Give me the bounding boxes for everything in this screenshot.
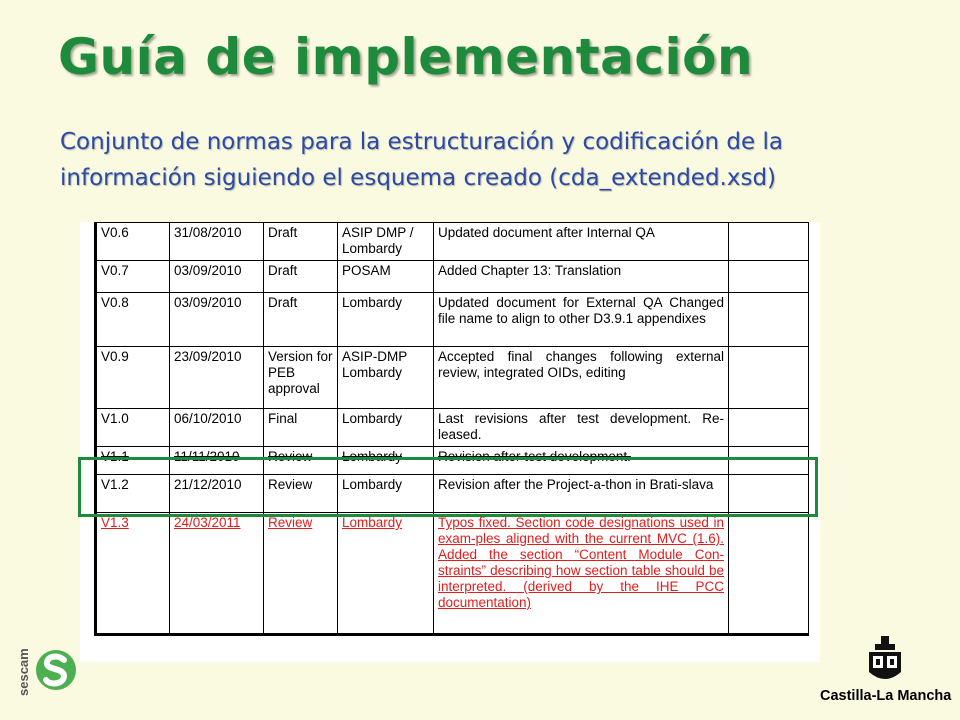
revision-table bbox=[94, 222, 809, 636]
cell-author: Lombardy bbox=[338, 293, 434, 347]
cell-date: 06/10/2010 bbox=[170, 409, 264, 447]
cell-version: V1.3 bbox=[96, 513, 170, 635]
cell-version: V1.0 bbox=[96, 409, 170, 447]
cell-extra bbox=[729, 513, 809, 635]
cell-author: Lombardy bbox=[338, 409, 434, 447]
cell-status: Draft bbox=[264, 261, 338, 293]
highlight-box bbox=[78, 457, 818, 517]
cell-date: 21/12/2010 bbox=[170, 475, 264, 513]
cell-author: Lombardy bbox=[338, 513, 434, 635]
cell-notes: Accepted final changes following external review, integrated OIDs, editing bbox=[434, 347, 729, 409]
cell-version: V0.7 bbox=[96, 261, 170, 293]
castilla-la-mancha-text: Castilla-La Mancha bbox=[820, 688, 952, 704]
cell-version: V0.6 bbox=[96, 223, 170, 261]
cell-extra bbox=[729, 223, 809, 261]
cell-status: Review bbox=[264, 513, 338, 635]
cell-version: V1.1 bbox=[96, 447, 170, 475]
cell-notes: Added Chapter 13: Translation bbox=[434, 261, 729, 293]
table-row bbox=[96, 513, 809, 635]
cell-status: Review bbox=[264, 475, 338, 513]
cell-date: 31/08/2010 bbox=[170, 223, 264, 261]
cell-author: ASIP-DMP Lombardy bbox=[338, 347, 434, 409]
cell-author: Lombardy bbox=[338, 475, 434, 513]
sescam-logo bbox=[14, 636, 78, 700]
cell-version: V0.9 bbox=[96, 347, 170, 409]
revision-history-image bbox=[80, 222, 820, 662]
cell-author: POSAM bbox=[338, 261, 434, 293]
cell-extra bbox=[729, 409, 809, 447]
castilla-la-mancha-logo bbox=[820, 634, 950, 710]
cell-notes: Updated document after Internal QA bbox=[434, 223, 729, 261]
slide-subtitle: Conjunto de normas para la estructuración y codificación de la información siguiendo el esquema creado (cda_extended.xsd) bbox=[60, 129, 783, 191]
cell-date: 03/09/2010 bbox=[170, 293, 264, 347]
cell-date: 23/09/2010 bbox=[170, 347, 264, 409]
table-row bbox=[96, 223, 809, 261]
cell-status: Review bbox=[264, 447, 338, 475]
cell-notes: Last revisions after test development. Re-leased. bbox=[434, 409, 729, 447]
cell-date: 03/09/2010 bbox=[170, 261, 264, 293]
table-row bbox=[96, 409, 809, 447]
table-row bbox=[96, 293, 809, 347]
sescam-logo-text: sescam bbox=[16, 648, 31, 696]
cell-status: Version for PEB approval bbox=[264, 347, 338, 409]
table-row bbox=[96, 347, 809, 409]
cell-version: V1.2 bbox=[96, 475, 170, 513]
cell-notes: Typos fixed. Section code designations used in exam-ples aligned with the current MVC (1.6). Added the section “Content Module Con-straints” describing how section table should be interpreted. (derived by the IHE PCC documentation) bbox=[434, 513, 729, 635]
coat-of-arms-icon bbox=[820, 634, 950, 688]
cell-author: ASIP DMP / Lombardy bbox=[338, 223, 434, 261]
cell-status: Final bbox=[264, 409, 338, 447]
cell-notes: Updated document for External QA Changed file name to align to other D3.9.1 appendixes bbox=[434, 293, 729, 347]
cell-author: Lombardy bbox=[338, 447, 434, 475]
cell-date: 24/03/2011 bbox=[170, 513, 264, 635]
cell-version: V0.8 bbox=[96, 293, 170, 347]
cell-status: Draft bbox=[264, 223, 338, 261]
cell-date: 11/11/2010 bbox=[170, 447, 264, 475]
table-row bbox=[96, 261, 809, 293]
cell-notes: Revision after the Project-a-thon in Brati-slava bbox=[434, 475, 729, 513]
cell-extra bbox=[729, 347, 809, 409]
slide-title: Guía de implementación bbox=[58, 28, 754, 86]
cell-extra bbox=[729, 293, 809, 347]
cell-extra bbox=[729, 261, 809, 293]
cell-notes: Revision after test development. bbox=[434, 447, 729, 475]
cell-status: Draft bbox=[264, 293, 338, 347]
